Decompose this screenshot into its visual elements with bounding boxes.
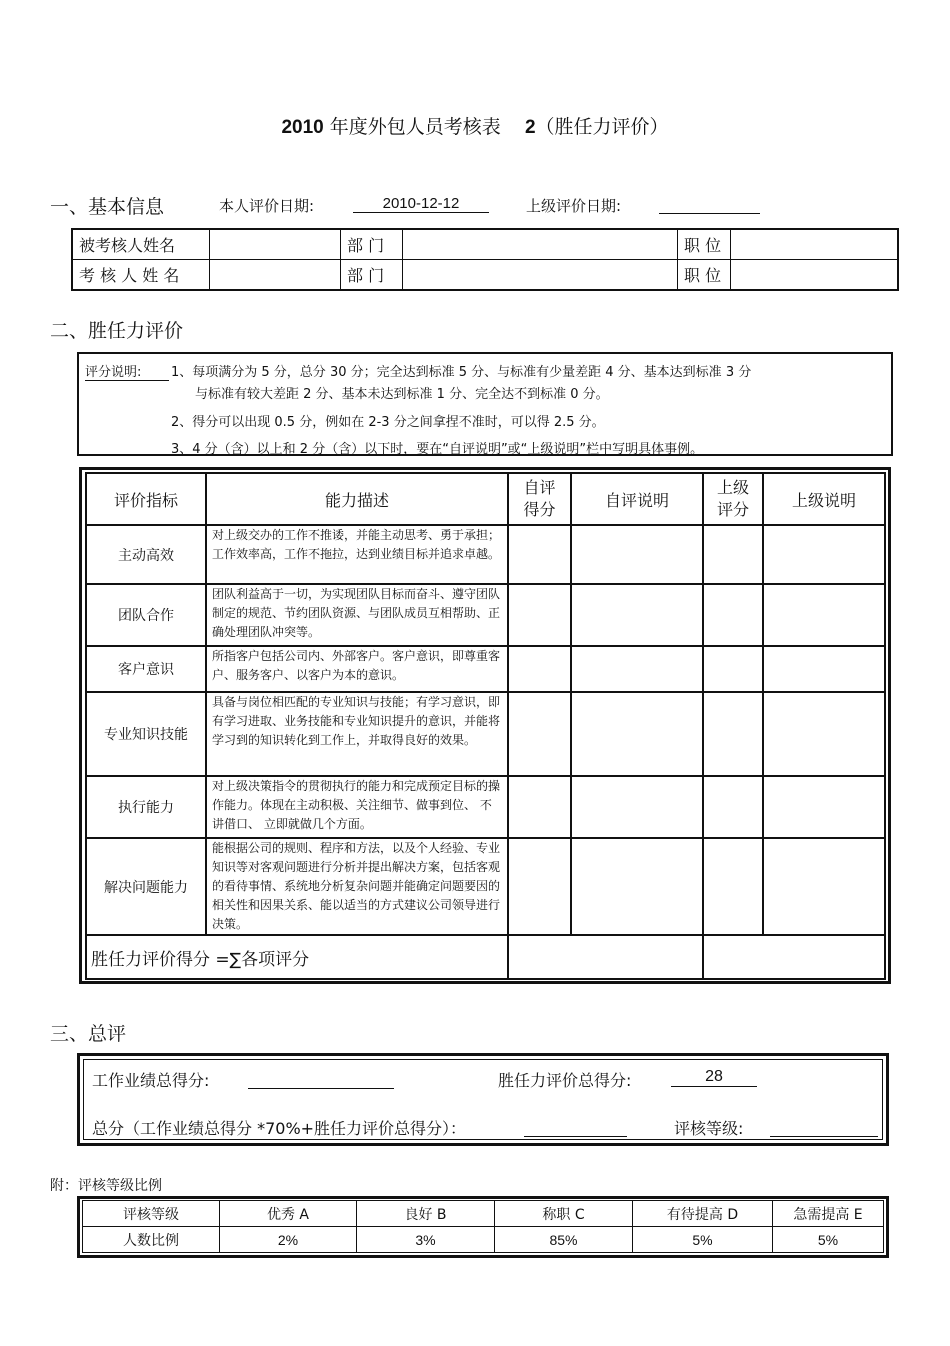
grade-cell-a: 优秀 A [220,1201,357,1227]
reviewer-name-label: 考 核 人 姓 名 [72,260,210,291]
sup-note-cell[interactable] [763,776,885,838]
ratio-cell-b: 3% [357,1227,495,1253]
total-score-label: 总分（工作业绩总得分 *70%+胜任力评价总得分）： [92,1119,467,1138]
sup-total-cell[interactable] [703,935,885,979]
description-cell: 对上级交办的工作不推诿，并能主动思考、勇于承担；工作效率高，工作不拖拉，达到业绩目标并追求卓越。 [206,525,508,584]
header-indicator: 评价指标 [86,473,206,525]
indicator-cell: 专业知识技能 [86,692,206,776]
header-description: 能力描述 [206,473,508,525]
self-score-cell[interactable] [508,838,571,935]
sup-note-cell[interactable] [763,525,885,584]
ratio-cell-e: 5% [773,1227,884,1253]
sup-score-cell[interactable] [703,776,763,838]
sup-note-cell[interactable] [763,584,885,646]
table-row [72,260,898,291]
notes-line: 与标准有较大差距 2 分、基本未达到标准 1 分、完全达不到标准 0 分。 [195,387,609,402]
notes-line: 1、每项满分为 5 分，总分 30 分；完全达到标准 5 分、与标准有少量差距 4 分、基本达到标准 3 分 [171,365,752,380]
appendix-label: 附：评核等级比例 [50,1178,162,1194]
table-row [86,776,885,838]
sup-note-cell[interactable] [763,692,885,776]
indicator-cell: 团队合作 [86,584,206,646]
reviewee-name-label: 被考核人姓名 [72,229,210,260]
header-sup-score: 上级 评分 [703,473,763,525]
self-score-cell[interactable] [508,692,571,776]
table-total-row [86,935,885,979]
self-score-cell[interactable] [508,584,571,646]
table-row [72,229,898,260]
sup-score-cell[interactable] [703,646,763,692]
sup-score-cell[interactable] [703,838,763,935]
grade-label: 评核等级: [674,1119,744,1138]
total-score-field[interactable] [524,1116,627,1137]
ratio-cell-a: 2% [220,1227,357,1253]
position-label: 职 位 [678,229,731,260]
position-field[interactable] [731,229,899,260]
table-row [86,525,885,584]
table-row [86,646,885,692]
competency-table [85,472,886,980]
perf-score-label: 工作业绩总得分: [92,1071,210,1090]
self-score-cell[interactable] [508,525,571,584]
dept-label: 部 门 [341,260,403,291]
table-row [86,584,885,646]
self-note-cell[interactable] [571,838,703,935]
sup-note-cell[interactable] [763,646,885,692]
dept-field[interactable] [403,229,678,260]
grade-cell-d: 有待提高 D [633,1201,773,1227]
sup-date-label: 上级评价日期: [526,197,622,215]
header-sup-note: 上级说明 [763,473,885,525]
ratio-cell-d: 5% [633,1227,773,1253]
indicator-cell: 解决问题能力 [86,838,206,935]
sup-note-cell[interactable] [763,838,885,935]
sup-score-cell[interactable] [703,692,763,776]
basic-info-table [71,228,899,291]
sup-date-field[interactable] [659,195,760,214]
page-title: 2010 年度外包人员考核表 2（胜任力评价） [281,116,669,138]
self-note-cell[interactable] [571,525,703,584]
self-score-cell[interactable] [508,776,571,838]
description-cell: 团队利益高于一切，为实现团队目标而奋斗、遵守团队制定的规范、节约团队资源、与团队成员互相帮助、正确处理团队冲突等。 [206,584,508,646]
table-header-row [86,473,885,525]
comp-score-label: 胜任力评价总得分: [498,1071,632,1090]
grade-cell-e: 急需提高 E [773,1201,884,1227]
notes-line: 2、得分可以出现 0.5 分，例如在 2-3 分之间拿捏不准时，可以得 2.5 分。 [171,415,605,430]
table-row [83,1227,884,1253]
notes-line: 3、4 分（含）以上和 2 分（含）以下时，要在“自评说明”或“上级说明”栏中写明具体事例。 [171,442,704,457]
description-cell: 能根据公司的规则、程序和方法，以及个人经验、专业知识等对客观问题进行分析并提出解决方案，包括客观的看待事情、系统地分析复杂问题并能确定问题要因的相关性和因果关系、能以适当的方式建议公司领导进行决策。 [206,838,508,935]
dept-field[interactable] [403,260,678,291]
ratio-header-cell: 人数比例 [83,1227,220,1253]
position-field[interactable] [731,260,899,291]
position-label: 职 位 [678,260,731,291]
self-note-cell[interactable] [571,646,703,692]
notes-label: 评分说明: [85,361,169,381]
table-row [83,1201,884,1227]
ratio-cell-c: 85% [495,1227,633,1253]
indicator-cell: 主动高效 [86,525,206,584]
summary-box [77,1053,889,1146]
comp-score-field[interactable]: 28 [671,1068,757,1087]
sup-score-cell[interactable] [703,584,763,646]
description-cell: 对上级决策指令的贯彻执行的能力和完成预定目标的操作能力。体现在主动积极、关注细节、做事到位、 不讲借口、 立即就做几个方面。 [206,776,508,838]
header-self-score: 自评 得分 [508,473,571,525]
self-note-cell[interactable] [571,584,703,646]
section-competency-heading: 二、胜任力评价 [50,320,184,342]
grade-ratio-table [82,1200,884,1253]
section-summary-heading: 三、总评 [50,1023,127,1045]
table-row [86,692,885,776]
grade-field[interactable] [770,1116,878,1137]
grade-cell-c: 称职 C [495,1201,633,1227]
scoring-notes [77,352,893,456]
grade-cell-b: 良好 B [357,1201,495,1227]
description-cell: 所指客户包括公司内、外部客户。客户意识，即尊重客户、服务客户、以客户为本的意识。 [206,646,508,692]
self-date-label: 本人评价日期: [219,197,315,215]
indicator-cell: 执行能力 [86,776,206,838]
self-note-cell[interactable] [571,692,703,776]
self-note-cell[interactable] [571,776,703,838]
perf-score-field[interactable] [248,1068,394,1089]
self-date-field[interactable]: 2010-12-12 [353,195,489,213]
reviewee-name-field[interactable] [210,229,341,260]
self-total-cell[interactable] [508,935,703,979]
self-score-cell[interactable] [508,646,571,692]
header-self-note: 自评说明 [571,473,703,525]
indicator-cell: 客户意识 [86,646,206,692]
grade-header-cell: 评核等级 [83,1201,220,1227]
sup-score-cell[interactable] [703,525,763,584]
reviewer-name-field[interactable] [210,260,341,291]
table-row [86,838,885,935]
description-cell: 具备与岗位相匹配的专业知识与技能；有学习意识，即有学习进取、业务技能和专业知识提升的意识，并能将学习到的知识转化到工作上，并取得良好的效果。 [206,692,508,776]
dept-label: 部 门 [341,229,403,260]
total-label: 胜任力评价得分 =∑各项评分 [86,935,508,979]
section-basic-heading: 一、基本信息 [50,196,165,218]
